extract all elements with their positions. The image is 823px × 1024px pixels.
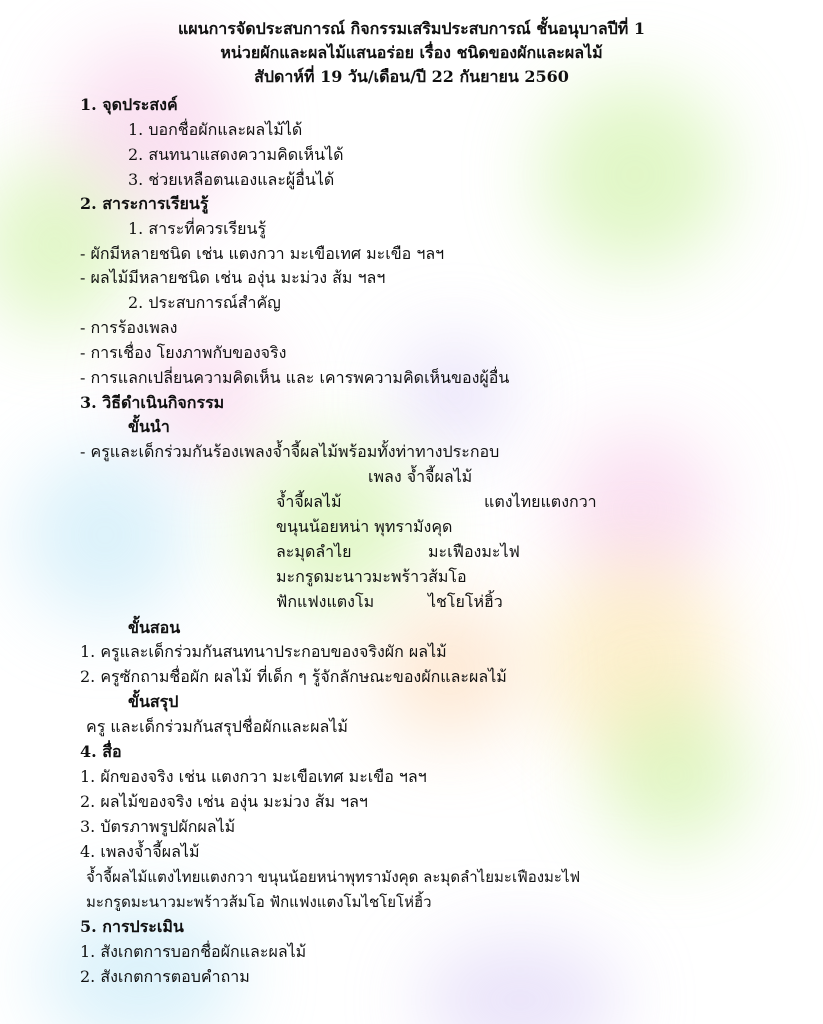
song-title: เพลง จ้ำจี้ผลไม้ [368, 467, 473, 486]
experience-item: - การเชื่อง โยงภาพกับของจริง [80, 343, 287, 362]
section-4-title: 4. สื่อ [80, 742, 122, 761]
header-line-1: แผนการจัดประสบการณ์ กิจกรรมเสริมประสบการณ์ ชั้นอนุบาลปีที่ 1 [177, 19, 646, 38]
evaluation-item: 1. สังเกตการบอกชื่อผักและผลไม้ [80, 942, 307, 961]
evaluation-item: 2. สังเกตการตอบคำถาม [80, 967, 250, 986]
summary-step-title: ขั้นสรุป [128, 692, 179, 711]
section-3-title: 3. วิธีดำเนินกิจกรรม [80, 393, 225, 412]
song-line: แตงไทยแตงกวา [484, 492, 597, 511]
summary-step-text: ครู และเด็กร่วมกันสรุปชื่อผักและผลไม้ [86, 717, 348, 736]
section-1-title: 1. จุดประสงค์ [80, 95, 178, 114]
section-2-title: 2. สาระการเรียนรู้ [80, 194, 209, 213]
song-line: จ้ำจี้ผลไม้ [276, 492, 342, 511]
intro-step-title: ขั้นนำ [128, 417, 170, 436]
content-item: - ผักมีหลายชนิด เช่น แตงกวา มะเขือเทศ มะเขือ ฯลฯ [80, 244, 445, 263]
experience-item: - การร้องเพลง [80, 318, 178, 337]
media-song-lyrics-2: มะกรูดมะนาวมะพร้าวส้มโอ ฟักแฟงแตงโมไชโยโห่ฮิ้ว [86, 893, 432, 911]
teaching-step-item: 2. ครูซักถามชื่อผัก ผลไม้ ที่เด็ก ๆ รู้จักลักษณะของผักและผลไม้ [80, 667, 507, 686]
song-line: ไชโยโห่ฮิ้ว [428, 592, 503, 611]
experience-subheading: 2. ประสบการณ์สำคัญ [128, 293, 281, 312]
experience-item: - การแลกเปลี่ยนความคิดเห็น และ เคารพความคิดเห็นของผู้อื่น [80, 368, 510, 387]
song-line: มะกรูดมะนาวมะพร้าวส้มโอ [276, 567, 467, 586]
teaching-step-title: ขั้นสอน [128, 618, 181, 637]
intro-step-text: - ครูและเด็กร่วมกันร้องเพลงจ้ำจี้ผลไม้พร้อมทั้งท่าทางประกอบ [80, 442, 500, 461]
media-song-lyrics-1: จ้ำจี้ผลไม้แตงไทยแตงกวา ขนุนน้อยหน่าพุทรามังคุด ละมุดลำไยมะเฟืองมะไฟ [86, 868, 581, 886]
objective-item: 2. สนทนาแสดงความคิดเห็นได้ [128, 145, 344, 164]
teaching-step-item: 1. ครูและเด็กร่วมกันสนทนาประกอบของจริงผัก ผลไม้ [80, 642, 447, 661]
objective-item: 1. บอกชื่อผักและผลไม้ได้ [128, 120, 303, 139]
media-item: 2. ผลไม้ของจริง เช่น องุ่น มะม่วง ส้ม ฯลฯ [80, 792, 368, 811]
song-line: ละมุดลำไย [276, 542, 352, 561]
header-line-2: หน่วยผักและผลไม้แสนอร่อย เรื่อง ชนิดของผักและผลไม้ [220, 43, 603, 62]
content-subheading: 1. สาระที่ควรเรียนรู้ [128, 219, 267, 238]
media-item: 1. ผักของจริง เช่น แตงกวา มะเขือเทศ มะเขือ ฯลฯ [80, 767, 427, 786]
media-item: 3. บัตรภาพรูปผักผลไม้ [80, 817, 236, 836]
content-item: - ผลไม้มีหลายชนิด เช่น องุ่น มะม่วง ส้ม ฯลฯ [80, 268, 386, 287]
song-line: ขนุนน้อยหน่า พุทรามังคุด [276, 517, 453, 536]
song-line: มะเฟืองมะไฟ [428, 542, 520, 561]
song-line: ฟักแฟงแตงโม [276, 592, 375, 611]
header-line-3: สัปดาห์ที่ 19 วัน/เดือน/ปี 22 กันยายน 2560 [254, 67, 569, 86]
media-item: 4. เพลงจ้ำจี้ผลไม้ [80, 842, 200, 861]
section-5-title: 5. การประเมิน [80, 917, 184, 936]
objective-item: 3. ช่วยเหลือตนเองและผู้อื่นได้ [128, 170, 335, 189]
